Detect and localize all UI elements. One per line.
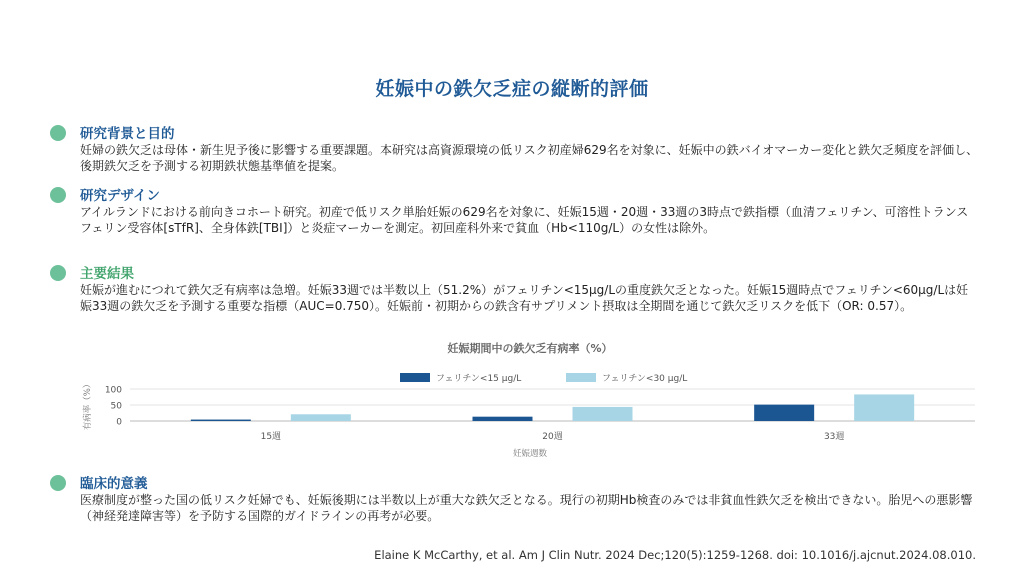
section-body: アイルランドにおける前向きコホート研究。初産で低リスク単胎妊娠の629名を対象に、妊娠15週・20週・33週の3時点で鉄指標（血清フェリチン、可溶性トランスフェリン受容体[sTfR]、全身体鉄[TBI]）と炎症マーカーを測定。初回産科外来で貧血（Hb<110g/L）の女性は除外。 (80, 205, 969, 235)
bar (754, 405, 814, 421)
legend-label: フェリチン<30 μg/L (602, 374, 688, 384)
page-title: 妊娠中の鉄欠乏症の縦断的評価 (375, 78, 649, 100)
x-tick-label: 20週 (542, 432, 563, 442)
section-body: 妊婦の鉄欠乏は母体・新生児予後に影響する重要課題。本研究は高資源環境の低リスク初産婦629名を対象に、妊娠中の鉄バイオマーカー変化と鉄欠乏頻度を評価し、後期鉄欠乏を予測する初期鉄状態基準値を提案。 (80, 143, 979, 173)
bullet-dot-icon (50, 187, 66, 203)
bar (291, 414, 351, 421)
y-axis-label: 有病率（%） (83, 379, 93, 431)
bullet-dot-icon (50, 265, 66, 281)
section-heading: 臨床的意義 (80, 476, 148, 492)
section-heading: 研究デザイン (80, 188, 161, 204)
legend-label: フェリチン<15 μg/L (436, 374, 522, 384)
bullet-dot-icon (50, 125, 66, 141)
bar (854, 394, 914, 421)
x-axis-label: 妊娠週数 (512, 449, 548, 459)
section-body: 医療制度が整った国の低リスク妊婦でも、妊娠後期には半数以上が重大な鉄欠乏となる。現行の初期Hb検査のみでは非貧血性鉄欠乏を検出できない。胎児への悪影響（神経発達障害等）を予防する国際的ガイドラインの再考が必要。 (80, 493, 973, 523)
section-body: 妊娠が進むにつれて鉄欠乏有病率は急増。妊娠33週では半数以上（51.2%）がフェリチン<15μg/Lの重度鉄欠乏となった。妊娠15週時点でフェリチン<60μg/Lは妊娠33週の鉄欠乏を予測する重要な指標（AUC=0.750）。妊娠前・初期からの鉄含有サプリメント摂取は全期間を通じて鉄欠乏リスクを低下（OR: 0.57）。 (80, 283, 969, 313)
x-tick-label: 33週 (823, 432, 845, 442)
bar (473, 417, 533, 421)
bullet-dot-icon (50, 475, 66, 491)
bar (573, 407, 633, 421)
legend-swatch (566, 373, 596, 382)
y-tick-label: 50 (110, 401, 122, 412)
citation: Elaine K McCarthy, et al. Am J Clin Nutr. 2024 Dec;120(5):1259-1268. doi: 10.1016/j.ajcnut.2024.08.010. (374, 548, 976, 562)
prevalence-chart (80, 336, 980, 466)
chart-title: 妊娠期間中の鉄欠乏有病率（%） (447, 342, 613, 355)
section-heading: 研究背景と目的 (80, 126, 175, 142)
legend-swatch (400, 373, 430, 382)
section-heading: 主要結果 (80, 266, 134, 282)
bar (191, 420, 251, 421)
chart-svg (80, 336, 980, 466)
y-tick-label: 100 (104, 385, 122, 396)
x-tick-label: 15週 (260, 432, 282, 442)
y-tick-label: 0 (116, 417, 122, 428)
